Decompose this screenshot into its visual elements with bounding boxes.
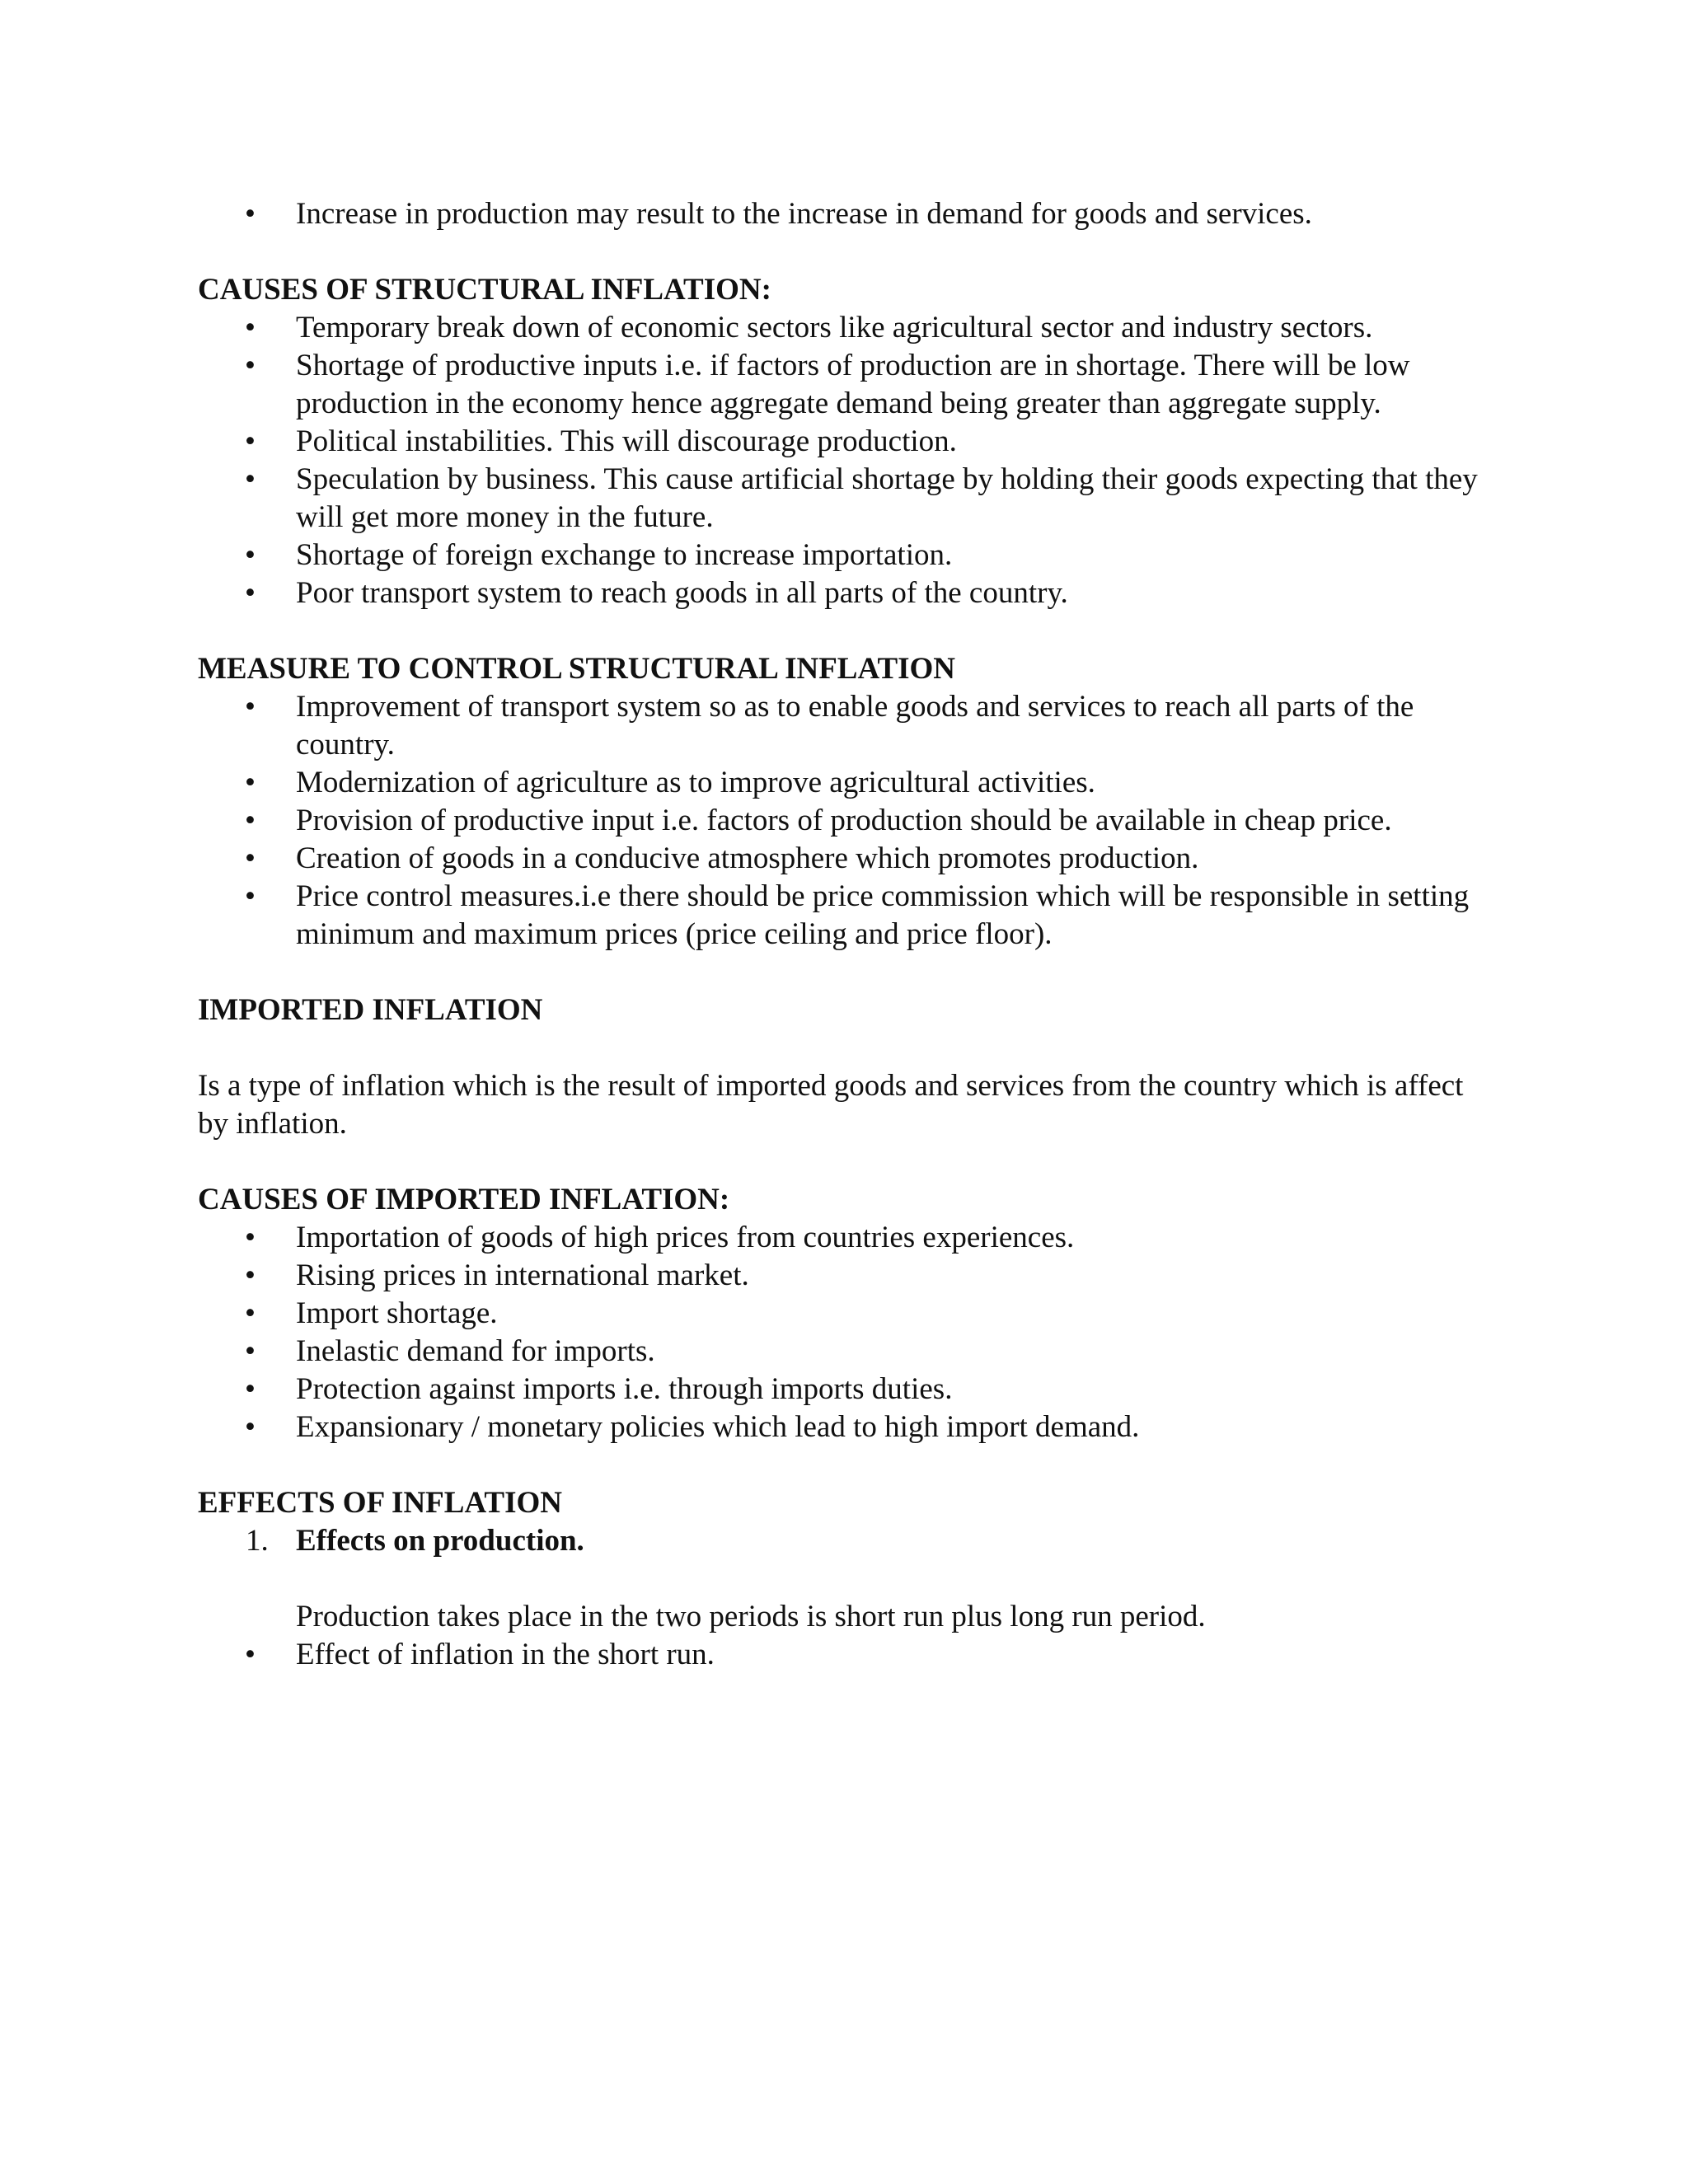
list-item: • Creation of goods in a conducive atmosphere which promotes production. xyxy=(198,840,1484,878)
list-item: • Improvement of transport system so as to enable goods and services to reach all parts of the country. xyxy=(198,688,1484,764)
list-item: • Import shortage. xyxy=(198,1295,1484,1333)
item-body-text: Production takes place in the two periods is short run plus long run period. xyxy=(296,1600,1206,1633)
section-heading-measures-structural: MEASURE TO CONTROL STRUCTURAL INFLATION xyxy=(198,652,956,686)
imported-inflation-definition: Is a type of inflation which is the result of imported goods and services from the country which is affect by inflation. xyxy=(198,1069,1464,1141)
list-item: • Modernization of agriculture as to improve agricultural activities. xyxy=(198,764,1484,802)
list-item: • Poor transport system to reach goods in all parts of the country. xyxy=(198,574,1484,612)
list-item: • Shortage of productive inputs i.e. if factors of production are in shortage. There will be low production in the economy hence aggregate demand being greater than aggregate supply. xyxy=(198,347,1484,423)
document-page xyxy=(198,195,1484,1674)
intro-bullet-list xyxy=(198,195,1484,233)
list-item: • Increase in production may result to the increase in demand for goods and services. xyxy=(198,195,1484,233)
effects-numbered-list xyxy=(198,1522,1484,1636)
list-item: • Importation of goods of high prices from countries experiences. xyxy=(198,1219,1484,1257)
section-heading-effects: EFFECTS OF INFLATION xyxy=(198,1486,562,1520)
section-heading-causes-imported: CAUSES OF IMPORTED INFLATION: xyxy=(198,1183,730,1216)
list-item: • Political instabilities. This will discourage production. xyxy=(198,423,1484,461)
section-heading-imported-inflation: IMPORTED INFLATION xyxy=(198,993,543,1027)
numbered-item xyxy=(198,1522,1484,1636)
list-item: • Effect of inflation in the short run. xyxy=(198,1636,1484,1674)
measures-structural-list xyxy=(198,688,1484,954)
item-number: 1. xyxy=(246,1524,269,1558)
list-item: • Price control measures.i.e there should be price commission which will be responsible in setting minimum and maximum prices (price ceiling and price floor). xyxy=(198,878,1484,954)
list-item: • Provision of productive input i.e. factors of production should be available in cheap price. xyxy=(198,802,1484,840)
list-item: • Rising prices in international market. xyxy=(198,1257,1484,1295)
list-item: • Inelastic demand for imports. xyxy=(198,1333,1484,1371)
list-item: • Shortage of foreign exchange to increase importation. xyxy=(198,537,1484,574)
list-item: • Protection against imports i.e. through imports duties. xyxy=(198,1371,1484,1408)
item-title: Effects on production. xyxy=(296,1524,584,1558)
section-heading-causes-structural: CAUSES OF STRUCTURAL INFLATION: xyxy=(198,273,771,307)
list-item: • Speculation by business. This cause artificial shortage by holding their goods expecting that they will get more money in the future. xyxy=(198,461,1484,537)
causes-imported-list xyxy=(198,1219,1484,1446)
list-item: • Temporary break down of economic sectors like agricultural sector and industry sectors. xyxy=(198,309,1484,347)
effects-bullet-list xyxy=(198,1636,1484,1674)
list-item: • Expansionary / monetary policies which lead to high import demand. xyxy=(198,1408,1484,1446)
causes-structural-list xyxy=(198,309,1484,612)
